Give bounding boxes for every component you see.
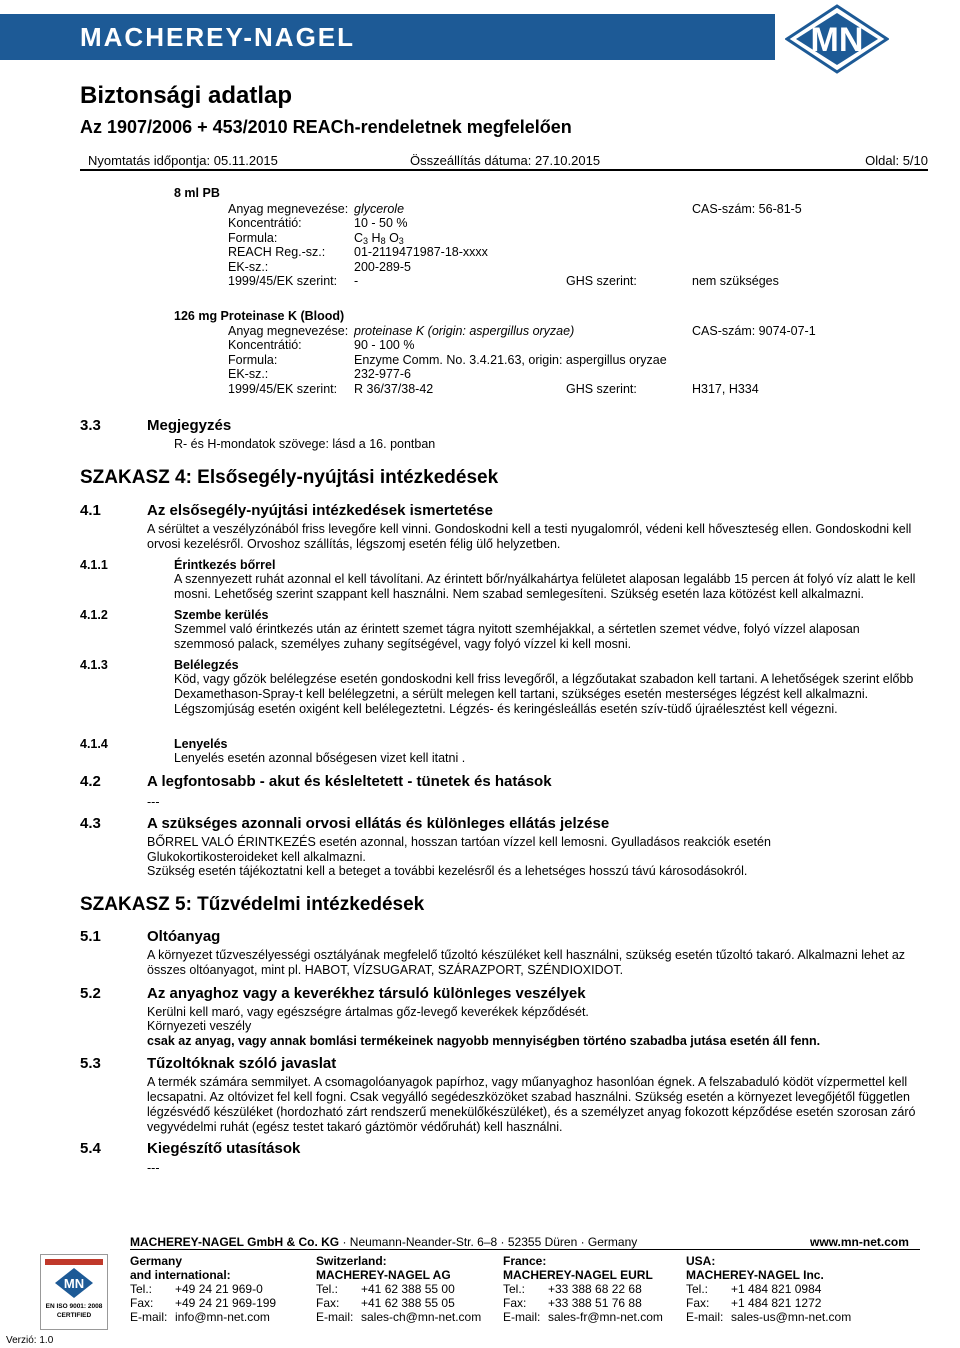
footer-label: Tel.:: [686, 1282, 709, 1296]
section-number: 4.2: [80, 773, 101, 790]
section-number: 3.3: [80, 417, 101, 434]
section-title: Oltóanyag: [147, 928, 221, 945]
mn-logo-icon: [785, 4, 889, 74]
section-text: Szemmel való érintkezés után az érintett szemet tágra nyitott szemhéjakkal, a sértetlen szemet védve, folyó vízzel alaposan szemmosó palack, személyes zuhany segítségével, vagy folyó vízzel ki kell mosni.: [174, 622, 860, 651]
page-number: Oldal: 5/10: [865, 153, 928, 168]
section-text: Szükség esetén tájékoztatni kell a beteget a további kezelésről és a lehetséges hosszú távú károsodásokról.: [147, 864, 748, 878]
footer-label: Fax:: [686, 1296, 710, 1310]
footer-label: MACHEREY-NAGEL EURL: [503, 1268, 653, 1282]
footer-value: sales-fr@mn-net.com: [548, 1310, 663, 1324]
conc-value: 10 - 50 %: [354, 216, 408, 230]
reach-label: REACH Reg.-sz.:: [228, 245, 326, 259]
formula-value: $C_3$ $H_8$ $O_3$: [354, 231, 404, 246]
section-title: Kiegészítő utasítások: [147, 1140, 301, 1157]
footer-value: +33 388 68 22 68: [548, 1282, 642, 1296]
section-text: ---: [147, 795, 160, 809]
footer-label: and international:: [130, 1268, 231, 1282]
ek-value: 200-289-5: [354, 260, 411, 274]
section-text: BŐRREL VALÓ ÉRINTKEZÉS esetén azonnal, hosszan tartóan vízzel kell lemosni. Gyulladásos reakciók esetén Glukokortikosteroideket kell alkalmazni.: [147, 835, 771, 864]
footer-value: +1 484 821 1272: [731, 1296, 822, 1310]
website: www.mn-net.com: [810, 1235, 909, 1249]
ghs-value: H317, H334: [692, 382, 759, 396]
footer-value: +49 24 21 969-199: [175, 1296, 277, 1310]
section-title: Lenyelés: [174, 737, 228, 751]
footer-label: Tel.:: [130, 1282, 153, 1296]
cert-line-1: EN ISO 9001: 2008: [45, 1303, 103, 1310]
component-title: 126 mg Proteinase K (Blood): [174, 309, 345, 323]
footer-label: Fax:: [503, 1296, 527, 1310]
ek-label: EK-sz.:: [228, 260, 269, 274]
formula-value: Enzyme Comm. No. 3.4.21.63, origin: aspergillus oryzae: [354, 353, 667, 367]
directive-value: -: [354, 274, 359, 288]
reach-value: 01-2119471987-18-xxxx: [354, 245, 488, 259]
page-subtitle: Az 1907/2006 + 453/2010 REACh-rendeletnek megfelelően: [80, 117, 572, 137]
directive-label: 1999/45/EK szerint:: [228, 382, 338, 396]
name-label: Anyag megnevezése:: [228, 202, 349, 216]
formula-label: Formula:: [228, 353, 278, 367]
footer-value: +49 24 21 969-0: [175, 1282, 263, 1296]
ghs-value: nem szükséges: [692, 274, 779, 288]
section-title: Az elsősegély-nyújtási intézkedések ismertetése: [147, 502, 493, 519]
certification-badge: [40, 1254, 108, 1330]
section-title: Az anyaghoz vagy a keverékhez társuló különleges veszélyek: [147, 985, 586, 1002]
footer-value: +41 62 388 55 00: [361, 1282, 455, 1296]
footer-label: USA:: [686, 1254, 716, 1268]
header-divider: [80, 169, 928, 171]
footer-label: Tel.:: [503, 1282, 526, 1296]
compile-date: Összeállítás dátuma: 27.10.2015: [410, 153, 601, 168]
section-text: csak az anyag, vagy annak bomlási termékeinek nagyobb mennyiségben történo szabadba jutása esetén áll fenn.: [147, 1034, 821, 1048]
section-text: ---: [147, 1161, 160, 1175]
ek-label: EK-sz.:: [228, 367, 269, 381]
section-title: A szükséges azonnali orvosi ellátás és különleges ellátás jelzése: [147, 815, 610, 832]
section-number: 4.1.3: [80, 658, 108, 672]
section-heading: SZAKASZ 4: Elsősegély-nyújtási intézkedések: [80, 467, 499, 488]
svg-text:MN: MN: [63, 1276, 85, 1291]
footer-label: Germany: [130, 1254, 183, 1268]
footer-label: Tel.:: [316, 1282, 339, 1296]
mn-cert-logo-icon: [54, 1267, 94, 1299]
component-title: 8 ml PB: [174, 186, 220, 200]
brand-name: MACHEREY-NAGEL: [80, 22, 356, 52]
ghs-label: GHS szerint:: [566, 274, 637, 288]
footer-value: sales-us@mn-net.com: [731, 1310, 852, 1324]
footer-label: E-mail:: [316, 1310, 354, 1324]
conc-label: Koncentrátió:: [228, 216, 302, 230]
section-text: A sérültet a veszélyzónából friss levegőre kell vinni. Gondoskodni kell a testi nyugalomról, védeni kell hőveszteség ellen. Gondoskodni kell orvosi kezelésről. Orvoshoz szállítás, légszomj esetén félig ülő helyzetben.: [147, 522, 912, 551]
footer-label: France:: [503, 1254, 547, 1268]
section-number: 4.1.4: [80, 737, 108, 751]
section-number: 4.1: [80, 502, 101, 519]
footer-label: Switzerland:: [316, 1254, 387, 1268]
name-label: Anyag megnevezése:: [228, 324, 349, 338]
conc-label: Koncentrátió:: [228, 338, 302, 352]
footer-label: Fax:: [316, 1296, 340, 1310]
section-title: Szembe kerülés: [174, 608, 269, 622]
section-text: Környezeti veszély: [147, 1019, 252, 1033]
section-number: 4.1.2: [80, 608, 108, 622]
name-value: glycerole: [354, 202, 405, 216]
cas-number: CAS-szám: 56-81-5: [692, 202, 802, 216]
footer-label: MACHEREY-NAGEL Inc.: [686, 1268, 824, 1282]
ghs-label: GHS szerint:: [566, 382, 637, 396]
footer-value: +33 388 51 76 88: [548, 1296, 642, 1310]
section-heading: SZAKASZ 5: Tűzvédelmi intézkedések: [80, 894, 425, 915]
section-title: Megjegyzés: [147, 417, 232, 434]
cas-number: CAS-szám: 9074-07-1: [692, 324, 816, 338]
section-number: 4.1.1: [80, 558, 108, 572]
conc-value: 90 - 100 %: [354, 338, 415, 352]
footer-value: sales-ch@mn-net.com: [361, 1310, 482, 1324]
section-text: Köd, vagy gőzök belélegzése esetén gondoskodni kell friss levegőről, a légzőutakat szabadon kell tartani. A lehetőségek szerint előbb Dexamethason-Spray-t kell belélegzetni, a sérült melegen kell tartani, szükséges esetén mesterséges légzést kell alkalmazni. Légszomjúság esetén oxigént kell belélegeztetni. Légzés- és keringésleállás esetén szív-tüdő újraélesztést kell végezni.: [174, 672, 914, 716]
footer-label: E-mail:: [130, 1310, 168, 1324]
ek-value: 232-977-6: [354, 367, 411, 381]
name-value: proteinase K (origin: aspergillus oryzae): [354, 324, 575, 338]
cert-line-2: CERTIFIED: [56, 1312, 92, 1319]
section-title: Érintkezés bőrrel: [174, 558, 276, 572]
print-date: Nyomtatás időpontja: 05.11.2015: [88, 153, 278, 168]
footer-label: MACHEREY-NAGEL AG: [316, 1268, 451, 1282]
section-number: 5.3: [80, 1055, 101, 1072]
section-text: R- és H-mondatok szövege: lásd a 16. pontban: [174, 437, 436, 451]
formula-label: Formula:: [228, 231, 278, 245]
cert-stripe: [45, 1259, 103, 1265]
footer-value: info@mn-net.com: [175, 1310, 270, 1324]
footer-divider: [130, 1249, 920, 1250]
section-text: A környezet tűzveszélyességi osztályának megfelelő tűzoltó készüléket kell használni, szükség esetén tűzoltó takaró. Alkalmazni lehet az összes oltóanyagot, mint pl. HABOT, VÍZSUGARAT, SZÁRAZPORT, SZÉNDIOXIDOT.: [147, 948, 906, 977]
section-number: 5.1: [80, 928, 101, 945]
section-text: A termék számára semmilyet. A csomagolóanyagok papírhoz, vagy műanyaghoz hasonlóan égnek. A felszabaduló ködöt vízpermettel kell lecsapatni. Az oltóvizet fel kell fogni. Csak vegyálló segédeszközöket szabad használni. Szükség esetén a környezet levegőjétől független légzésvédő készüléket (hordozható zárt rendszerű menekülőkészüléket), és a személyzet anyag fokozott képződése esetén szorosan záró vegyvédelmi ruhát (egész testet takaró gáztömör védőruhát) kell használni.: [147, 1075, 916, 1134]
section-title: Belélegzés: [174, 658, 239, 672]
section-number: 4.3: [80, 815, 101, 832]
footer-value: +1 484 821 0984: [731, 1282, 822, 1296]
footer-label: E-mail:: [686, 1310, 724, 1324]
footer-value: +41 62 388 55 05: [361, 1296, 455, 1310]
section-title: Tűzoltóknak szóló javaslat: [147, 1055, 337, 1072]
directive-value: R 36/37/38-42: [354, 382, 434, 396]
section-number: 5.4: [80, 1140, 101, 1157]
section-text: Lenyelés esetén azonnal bőségesen vizet kell itatni .: [174, 751, 466, 765]
page-title: Biztonsági adatlap: [80, 82, 293, 109]
section-text: A szennyezett ruhát azonnal el kell távolítani. Az érintett bőr/nyálkahártya felületet alaposan legalább 15 percen át folyó víz alatt le kell mosni. Lehetőség szerint szappant kell használni. Nem szabad semlegesíteni. Szükség esetén laza kötözést kell alkalmazni.: [174, 572, 916, 601]
company-address: MACHEREY-NAGEL GmbH & Co. KG · Neumann-Neander-Str. 6–8 · 52355 Düren · Germany: [130, 1235, 638, 1249]
logo-text: MN: [810, 21, 864, 59]
version-label: Verzió: 1.0: [6, 1335, 54, 1346]
section-text: Kerülni kell maró, vagy egészségre ártalmas gőz-levegő keverékek képződését.: [147, 1005, 589, 1019]
footer-label: Fax:: [130, 1296, 154, 1310]
section-title: A legfontosabb - akut és késleltetett - tünetek és hatások: [147, 773, 552, 790]
footer-label: E-mail:: [503, 1310, 541, 1324]
section-number: 5.2: [80, 985, 101, 1002]
directive-label: 1999/45/EK szerint:: [228, 274, 338, 288]
